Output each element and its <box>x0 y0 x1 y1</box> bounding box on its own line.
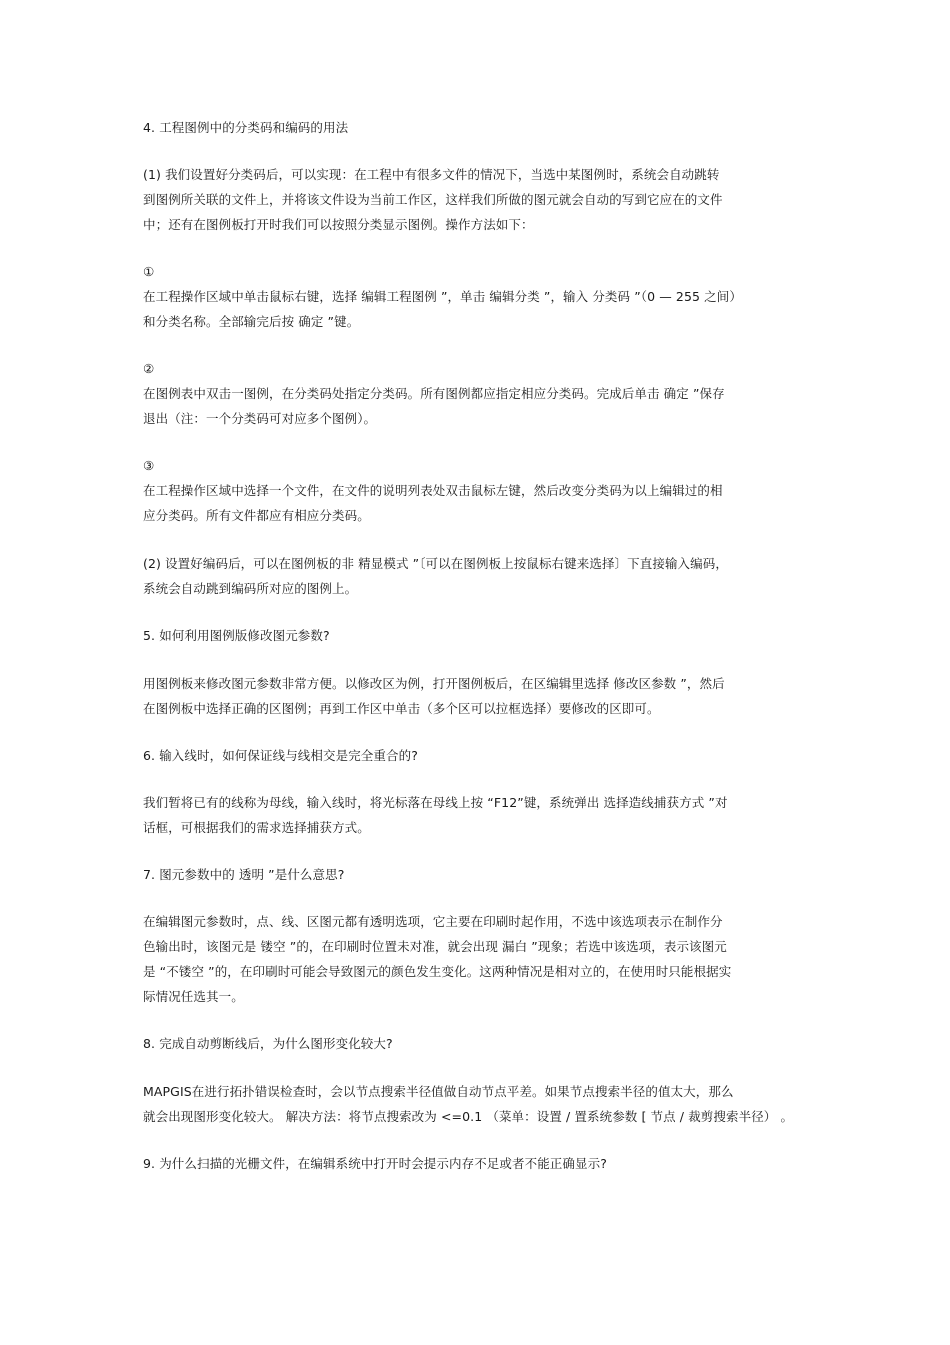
q8-line2: 就会出现图形变化较大。 解决方法：将节点搜索改为 <=0.1 （菜单：设置 / 置系统参数 [ 节点 / 裁剪搜索半径） 。 <box>143 1109 794 1124</box>
q6-line2: 话框，可根据我们的需求选择捕获方式。 <box>143 820 370 835</box>
q4-step2-line1: 在图例表中双击一图例，在分类码处指定分类码。所有图例都应指定相应分类码。完成后单击 确定 ”保存 <box>143 386 725 401</box>
q4-step1-line1: 在工程操作区域中单击鼠标右键，选择 编辑工程图例 ”，单击 编辑分类 ”，输入 分类码 ”（0 — 255 之间） <box>143 289 742 304</box>
heading-q6: 6. 输入线时，如何保证线与线相交是完全重合的? <box>143 748 418 763</box>
heading-q7: 7. 图元参数中的 透明 ”是什么意思? <box>143 867 345 882</box>
q5-line2: 在图例板中选择正确的区图例；再到工作区中单击（多个区可以拉框选择）要修改的区即可。 <box>143 701 660 716</box>
q4-step3-line2: 应分类码。所有文件都应有相应分类码。 <box>143 508 370 523</box>
q5-line1: 用图例板来修改图元参数非常方便。以修改区为例，打开图例板后，在区编辑里选择 修改区参数 ”，然后 <box>143 676 725 691</box>
q4-p2-line1: (2) 设置好编码后，可以在图例板的非 精显模式 ”〔可以在图例板上按鼠标右键来选择〕下直接输入编码， <box>143 556 728 571</box>
heading-q8: 8. 完成自动剪断线后，为什么图形变化较大? <box>143 1036 393 1051</box>
q7-line1: 在编辑图元参数时，点、线、区图元都有透明选项，它主要在印刷时起作用，不选中该选项表示在制作分 <box>143 914 723 929</box>
q7-line3: 是 “不镂空 ”的，在印刷时可能会导致图元的颜色发生变化。这两种情况是相对立的，在使用时只能根据实 <box>143 964 732 979</box>
q4-step1-line2: 和分类名称。全部输完后按 确定 ”键。 <box>143 314 360 329</box>
q4-step2-line2: 退出（注：一个分类码可对应多个图例）。 <box>143 411 377 426</box>
q7-line2: 色输出时，该图元是 镂空 ”的，在印刷时位置未对准，就会出现 漏白 ”现象；若选中该选项，表示该图元 <box>143 939 727 954</box>
q7-line4: 际情况任选其一。 <box>143 989 244 1004</box>
q4-step1-marker: ① <box>143 264 155 279</box>
heading-q9: 9. 为什么扫描的光栅文件，在编辑系统中打开时会提示内存不足或者不能正确显示? <box>143 1156 607 1171</box>
q4-step3-marker: ③ <box>143 458 155 473</box>
heading-q5: 5. 如何利用图例版修改图元参数? <box>143 628 330 643</box>
q4-p1-line2: 到图例所关联的文件上，并将该文件设为当前工作区，这样我们所做的图元就会自动的写到它应在的文件 <box>143 192 723 207</box>
q4-p1-line3: 中；还有在图例板打开时我们可以按照分类显示图例。操作方法如下： <box>143 217 534 232</box>
q6-line1: 我们暂将已有的线称为母线，输入线时，将光标落在母线上按 “F12”键，系统弹出 选择造线捕获方式 ”对 <box>143 795 728 810</box>
heading-q4: 4. 工程图例中的分类码和编码的用法 <box>143 120 349 135</box>
q4-p2-line2: 系统会自动跳到编码所对应的图例上。 <box>143 581 358 596</box>
q8-line1: MAPGIS在进行拓扑错误检查时，会以节点搜索半径值做自动节点平差。如果节点搜索半径的值太大，那么 <box>143 1084 734 1099</box>
q4-p1-line1: (1) 我们设置好分类码后，可以实现：在工程中有很多文件的情况下，当选中某图例时，系统会自动跳转 <box>143 167 720 182</box>
q4-step2-marker: ② <box>143 361 155 376</box>
q4-step3-line1: 在工程操作区域中选择一个文件，在文件的说明列表处双击鼠标左键，然后改变分类码为以上编辑过的相 <box>143 483 723 498</box>
